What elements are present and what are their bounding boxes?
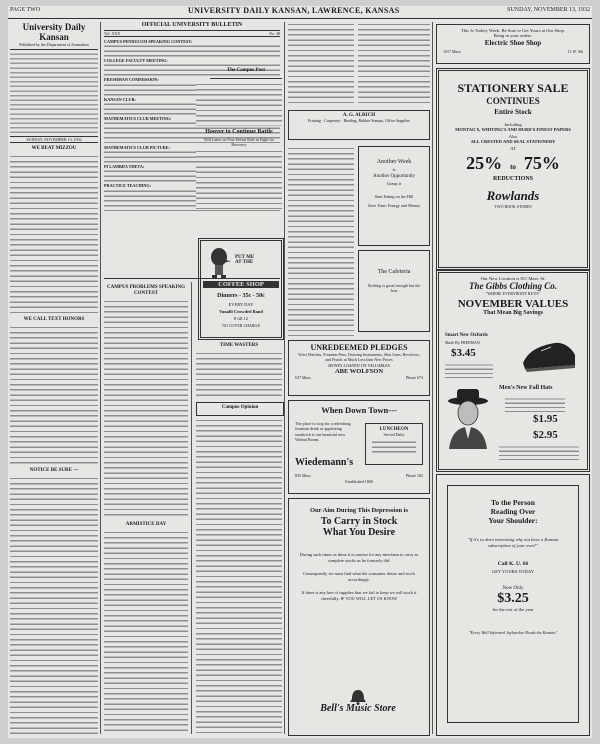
- gibbs-oxford-price: $3.45: [451, 347, 476, 359]
- page-header: [8, 6, 592, 19]
- gibbs-oxfords-make: Made By FREEMAN: [445, 340, 480, 345]
- hoover-heading: Hoover to Continue Battle: [205, 129, 273, 135]
- wiedemanns-est: Established 1868: [345, 479, 373, 484]
- bells-text: During such times as these it is unwise for any merchant to carry as complete stocks as he formerly did.: [299, 552, 419, 563]
- stationery-including: Including: [504, 122, 522, 127]
- jayhawk-icon: [205, 245, 233, 279]
- editorial-text-2: [10, 325, 98, 465]
- another-week-ad: [358, 146, 430, 246]
- gibbs-name: The Gibbs Clothing Co.: [468, 281, 558, 291]
- person-line2: Reading Over: [490, 507, 536, 516]
- campus-poet-title-box: [210, 66, 282, 79]
- pledges-phone: Phone 673: [406, 375, 423, 380]
- subscription-inner: [447, 485, 579, 723]
- cafeteria-name: The Cafeteria: [377, 269, 411, 275]
- stationery-brands: MONTAG'S, WHITING'S AND HURD'S FINEST PAPERS: [455, 127, 571, 132]
- hoover-article: [196, 82, 282, 250]
- bulletin-item: PI LAMBDA THETA:: [104, 164, 145, 170]
- bells-music-ad: [288, 498, 430, 736]
- wiedemanns-phone: Phone 182: [406, 473, 423, 478]
- gibbs-sub: That Mean Big Savings: [483, 310, 543, 316]
- person-text: "If it's so darn interesting why not have a Kansan subscription of your own?": [467, 537, 559, 548]
- person-foot: "Every Well Informed Jayhawker Reads the Kansan": [468, 630, 558, 635]
- another-week-5: Start Eating on the Hill: [374, 194, 414, 199]
- campus-opinion-title: Campus Opinion: [221, 405, 259, 410]
- hoover-sub: Will Labor on Post-Defeat Role in Fight for Recovery: [203, 137, 275, 147]
- editorial-heading-1: WE BEAT MIZZOU: [31, 146, 77, 151]
- coffee-dinner: Dinners - 35c - 50c: [217, 293, 265, 299]
- gibbs-headline: NOVEMBER VALUES: [457, 298, 569, 310]
- campus-problems-heading: CAMPUS PROBLEMS SPEAKING CONTEST: [106, 285, 186, 296]
- gibbs-hat-price-1: $1.95: [533, 413, 558, 425]
- another-week-4: Grasp it: [386, 181, 402, 186]
- person-call: Call K. U. 66: [497, 561, 529, 567]
- masthead-date: SUNDAY, NOVEMBER 13, 1932: [10, 136, 98, 143]
- wiedemanns-addr: 835 Mass.: [295, 473, 312, 478]
- news-brief-3: [288, 146, 354, 336]
- news-brief: [288, 22, 354, 106]
- campus-opinion-text: [196, 418, 282, 734]
- pledges-title: UNREDEEMED PLEDGES: [310, 343, 408, 352]
- down-town-text: The place to stop for a refreshing fountain drink or appetizing sandwich is our beautiful new Walnut Room.: [295, 421, 351, 443]
- rowlands-sub: TWO BOOK STORES: [494, 204, 532, 209]
- electric-shoe-ad: [436, 24, 590, 64]
- stationery-reductions: REDUCTIONS: [492, 176, 533, 182]
- bells-title-2: To Carry in Stock: [320, 516, 398, 527]
- page-date: SUNDAY, NOVEMBER 13, 1932: [507, 7, 590, 13]
- pledges-ad: [288, 340, 430, 396]
- stationery-pct-high: 75%: [523, 153, 560, 173]
- stationery-continues: CONTINUES: [486, 96, 540, 106]
- coffee-line2: AT THE: [235, 260, 254, 265]
- pledges-name: ABE WOLFSON: [334, 368, 384, 375]
- alrich-ad: [288, 110, 430, 140]
- bulletin-item: CAMPUS PENDULUM SPEAKING CONTEST:: [104, 39, 193, 44]
- stationery-to: to: [510, 163, 516, 171]
- masthead-sub: Published by the Department of Journalism: [19, 42, 89, 47]
- editorial-heading-3: NOTICE BE SURE —: [29, 468, 79, 473]
- luncheon-title: LUNCHEON: [379, 427, 409, 432]
- another-week-2: is: [392, 167, 396, 172]
- electric-shoe-addr: 1017 Mass.: [443, 49, 462, 54]
- masthead-staff: [10, 52, 98, 134]
- coffee-every-day: EVERY DAY: [228, 302, 254, 307]
- gibbs-tagline: "WHERE EVERYBODY BUYS": [485, 291, 541, 296]
- cafeteria-tag: Nothing is good enough but the best: [367, 283, 421, 293]
- armistice-heading: ARMISTICE DAY: [125, 522, 167, 527]
- another-week-1: Another Week: [376, 159, 412, 165]
- coffee-shop-name: COFFEE SHOP: [203, 281, 279, 288]
- coffee-band: Vanalli Crowded Band: [219, 309, 263, 314]
- newspaper-title: UNIVERSITY DAILY KANSAN, LAWRENCE, KANSAS: [188, 6, 400, 15]
- electric-shoe-name: Electric Shoe Shop: [484, 39, 542, 47]
- alrich-name: A. G. ALRICH: [342, 113, 376, 118]
- time-wasters-heading: TIME WASTERS: [219, 343, 259, 348]
- coffee-shop-ad: [198, 238, 284, 340]
- alrich-lines: Printing · Carpentry · Binding, Rubber Stamps, Office Supplies: [308, 118, 410, 123]
- coffee-no-cover: NO COVER CHARGE: [222, 323, 260, 328]
- person-line3: Your Shoulder:: [488, 516, 538, 525]
- oxford-shoe-icon: [519, 335, 579, 375]
- bells-store: Bell's Music Store: [320, 703, 396, 714]
- masthead-name: University Daily Kansan: [22, 22, 86, 42]
- wiedemanns-name: Wiedemann's: [295, 457, 354, 468]
- kansan-subscription-ad: [436, 474, 590, 736]
- bulletin-item: MATHEMATICS CLUB PICTURE:: [104, 145, 170, 151]
- time-wasters-article: [196, 340, 282, 398]
- down-town-title: When Down Town---: [321, 405, 397, 415]
- man-in-hat-icon: [445, 385, 491, 449]
- masthead: [10, 22, 98, 50]
- person-now: Now Only: [502, 586, 524, 591]
- stationery-at: AT: [510, 146, 516, 151]
- bulletin-item: FRESHMAN COMMISSION:: [104, 77, 159, 83]
- luncheon-box: [365, 423, 423, 465]
- newspaper-page: [8, 6, 592, 738]
- person-rest: for the rest of the year: [492, 607, 534, 612]
- stationery-title: STATIONERY SALE: [457, 81, 569, 95]
- coffee-hours: 8 till 12: [233, 316, 248, 321]
- person-price: $3.25: [497, 591, 529, 606]
- stationery-entire: Entire Stock: [494, 108, 532, 116]
- bulletin-item: PRACTICE TEACHING:: [104, 183, 152, 189]
- editorial-column: [10, 22, 98, 734]
- gibbs-oxfords: Smart New Oxfords: [445, 333, 488, 338]
- person-line1: To the Person: [491, 498, 535, 507]
- stationery-sale-ad: [436, 68, 590, 270]
- stationery-pct-low: 25%: [466, 153, 503, 173]
- bulletin-no: No. 48: [269, 31, 280, 36]
- another-week-6: Save Time, Energy and Money: [368, 203, 420, 208]
- gibbs-hat-price-2: $2.95: [533, 429, 558, 441]
- editorial-text-1: [10, 154, 98, 314]
- stationery-also: Also: [508, 134, 518, 139]
- gibbs-location: Our New Location is 811 Mass. St.: [480, 276, 546, 281]
- stationery-all: ALL CRESTED AND SEAL STATIONERY: [470, 139, 556, 144]
- bulletin-title: OFFICIAL UNIVERSITY BULLETIN: [104, 22, 280, 31]
- rowlands-name: Rowlands: [486, 188, 540, 203]
- gibbs-clothing-ad: [436, 270, 590, 472]
- bulletin-item: COLLEGE FACULTY MEETING:: [104, 58, 168, 64]
- bells-text-3: If there is any line of supplies that we fail to keep we will stock it cheerfully. IF YOU WILL LET US KNOW: [301, 590, 417, 601]
- pledges-text: Wrist Watches, Fountain Pens, Drawing Instruments, Shot Guns, Revolvers, and Pistols at Much Less than New Prices: [298, 352, 420, 362]
- campus-opinion-box: [196, 402, 284, 416]
- turkey-line1: This Is Turkey Week. Be Sure to Get Yours at Our Shop.: [461, 28, 565, 33]
- news-brief-2: [358, 22, 430, 106]
- editorial-heading-2: WE CALL TEXT HONORS: [23, 317, 85, 322]
- page-number: PAGE TWO: [10, 7, 41, 13]
- campus-poet-title: The Campus Poet: [226, 68, 266, 73]
- electric-shoe-phone: 11 W. 9th: [567, 49, 583, 54]
- bulletin-item: KANSAN CLUB:: [104, 96, 136, 102]
- pledges-loan: MONEY LOANED ON VALUABLES: [328, 363, 390, 368]
- luncheon-text: Served Daily: [383, 432, 405, 437]
- down-town-ad: [288, 400, 430, 494]
- editorial-text-3: [10, 476, 98, 734]
- turkey-line2: Bring in your orders.: [493, 33, 533, 38]
- person-yours: GET YOURS TODAY: [491, 569, 535, 574]
- pledges-addr: 637 Mass.: [295, 375, 312, 380]
- bells-title: Our Aim During This Depression is: [309, 507, 409, 514]
- bells-title-3: What You Desire: [322, 527, 396, 538]
- cafeteria-ad: [358, 250, 430, 332]
- bulletin-vol: Vol. XXX: [104, 31, 121, 36]
- campus-problems-article: [104, 282, 188, 734]
- gibbs-hats: Men's New Fall Hats: [499, 385, 553, 391]
- bulletin-item: MATHEMATICS CLUB MEETING:: [104, 115, 172, 121]
- bells-text-2: Consequently we must find what the consumer desire and stock accordingly.: [303, 571, 415, 582]
- coffee-line1: PUT ME: [235, 255, 255, 260]
- another-week-3: Another Opportunity: [372, 174, 416, 179]
